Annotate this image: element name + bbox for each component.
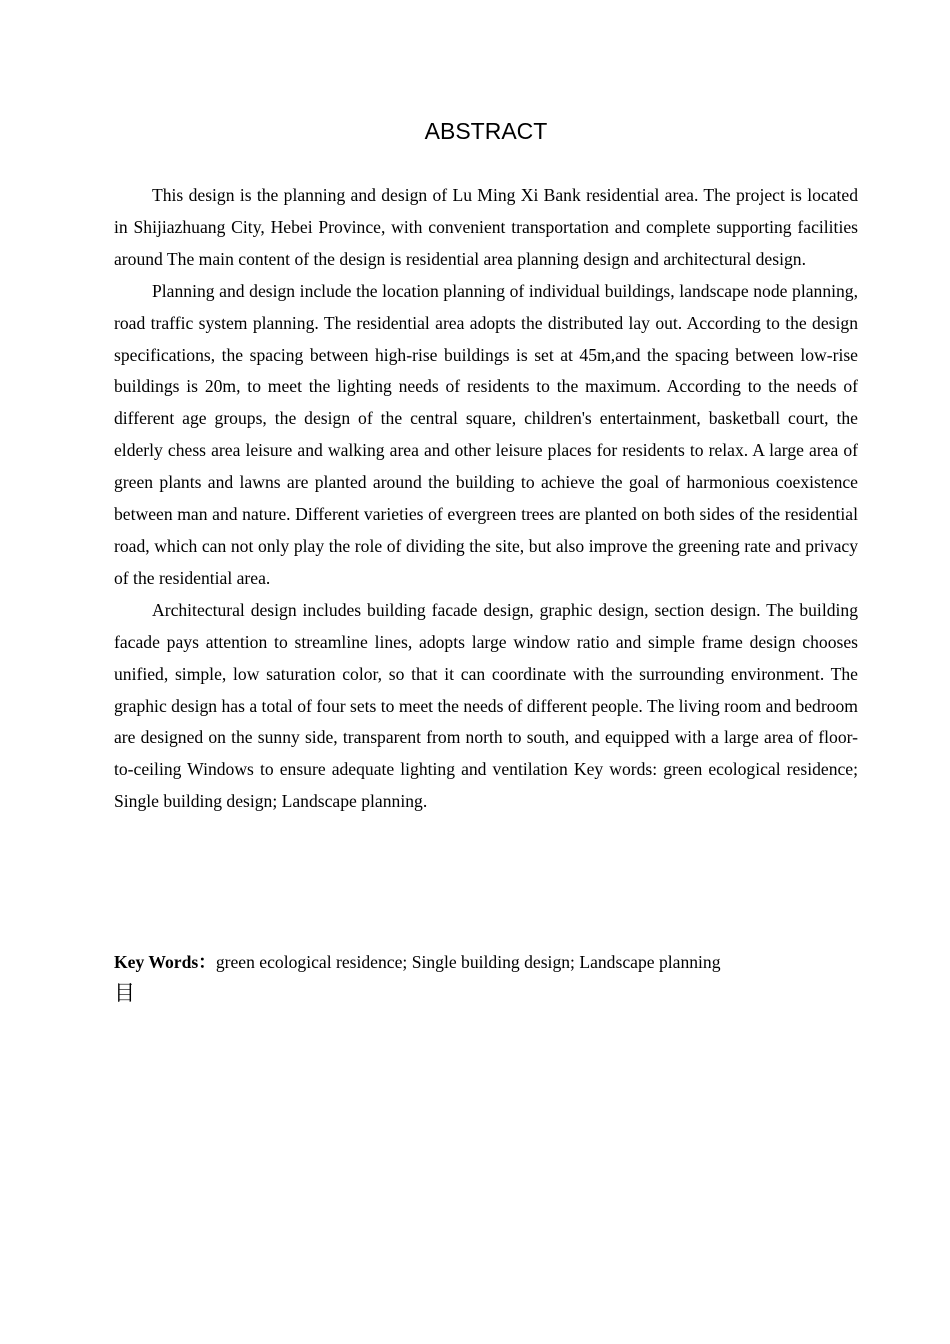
keywords-text: green ecological residence; Single building design; Landscape planning (215, 952, 721, 972)
keywords-line (114, 946, 874, 978)
abstract-paragraph-3: Architectural design includes building facade design, graphic design, section design. The building facade pays attention to streamline lines, adopts large window ratio and simple frame design chooses unified, simple, low saturation color, so that it can coordinate with the surrounding environment. The graphic design has a total of four sets to meet the needs of different people. The living room and bedroom are designed on the sunny side, transparent from north to south, and equipped with a large area of floor-to-ceiling Windows to ensure adequate lighting and ventilation Key words: green ecological residence; Single building design; Landscape planning. (114, 599, 858, 812)
abstract-body (114, 180, 858, 818)
abstract-paragraph-2: Planning and design include the location planning of individual buildings, landscape node planning, road traffic system planning. The residential area adopts the distributed lay out. According to the design specifications, the spacing between high-rise buildings is set at 45m,and the spacing between low-rise buildings is 20m, to meet the lighting needs of residents to the maximum. According to the needs of different age groups, the design of the central square, children's entertainment, basketball court, the elderly chess area leisure and walking area and other leisure places for residents to relax. A large area of green plants and lawns are planted around the building to achieve the goal of harmonious coexistence between man and nature. Different varieties of evergreen trees are planted on both sides of the residential road, which can not only play the role of dividing the site, but also improve the greening rate and privacy of the residential area. (114, 280, 858, 588)
abstract-paragraph-1: This design is the planning and design of Lu Ming Xi Bank residential area. The project is located in Shijiazhuang City, Hebei Province, with convenient transportation and complete supporting facilities around The main content of the design is residential area planning design and architectural design. (114, 185, 858, 269)
keywords-label: Key Words： (114, 952, 216, 972)
abstract-title: ABSTRACT (424, 118, 548, 144)
toc-heading: 目 (114, 981, 135, 1005)
